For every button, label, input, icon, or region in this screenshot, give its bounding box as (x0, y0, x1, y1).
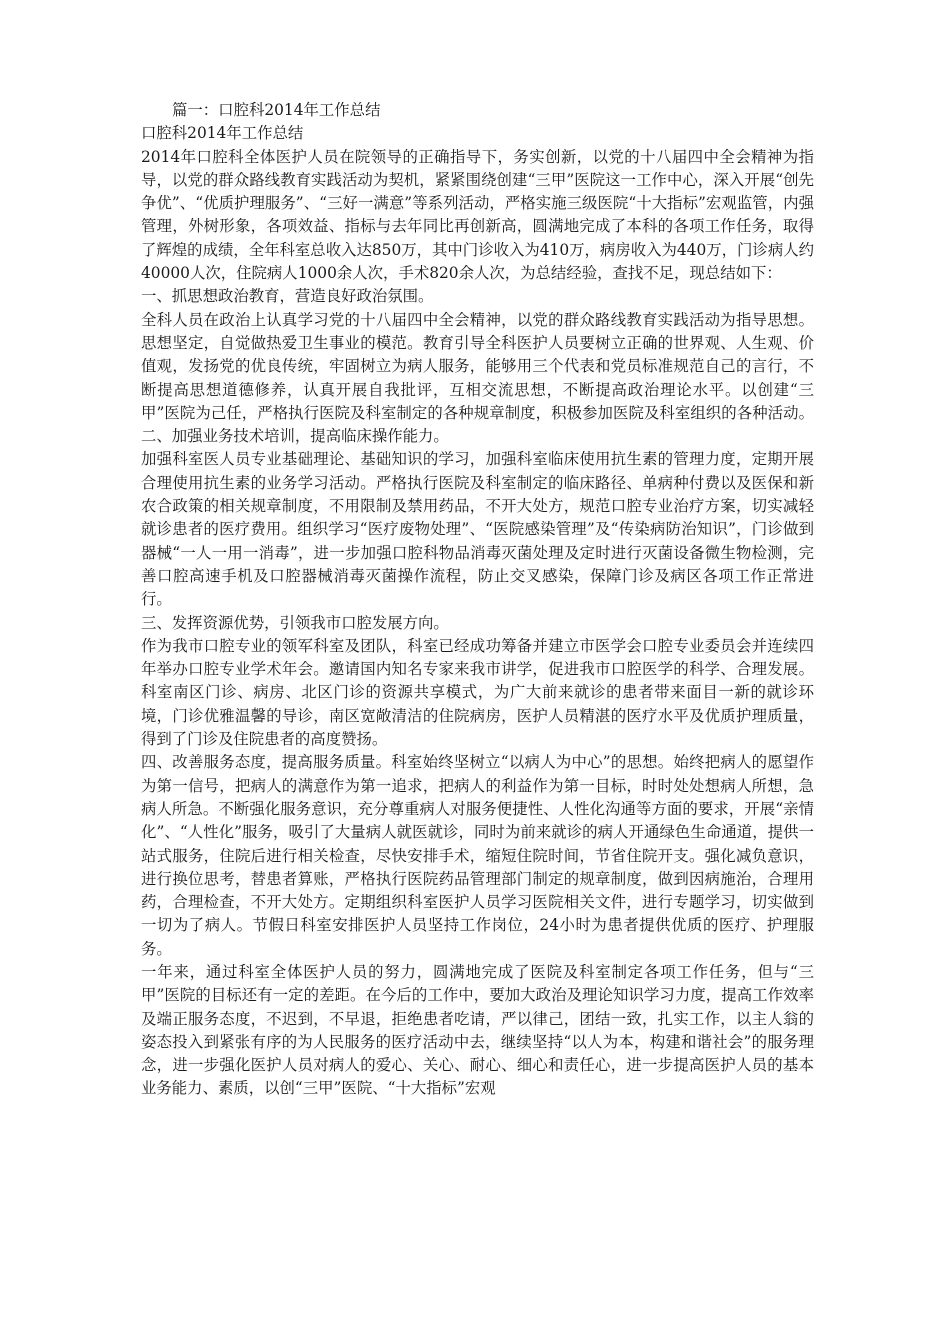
document-page (141, 99, 814, 1101)
paragraph-section-1: 全科人员在政治上认真学习党的十八届四中全会精神，以党的群众路线教育实践活动为指导思想。思想坚定，自觉做热爱卫生事业的模范。教育引导全科医护人员要树立正确的世界观、人生观、价值观，发扬党的优良传统，牢固树立为病人服务，能够用三个代表和党员标准规范自己的言行，不断提高思想道德修养，认真开展自我批评，互相交流思想，不断提高政治理论水平。以创建“三甲”医院为己任，严格执行医院及科室制定的各种规章制度，积极参加医院及科室组织的各种活动。二、加强业务技术培训，提高临床操作能力。 (141, 310, 814, 446)
paragraph-section-2: 加强科室医人员专业基础理论、基础知识的学习，加强科室临床使用抗生素的管理力度，定期开展合理使用抗生素的业务学习活动。严格执行医院及科室制定的临床路径、单病种付费以及医保和新农合政策的相关规章制度，不用限制及禁用药品，不开大处方，规范口腔专业治疗方案，切实减轻就诊患者的医疗费用。组织学习“医疗废物处理”、“医院感染管理”及“传染病防治知识”，门诊做到器械“一人一用一消毒”，进一步加强口腔科物品消毒灭菌处理及定时进行灭菌设备微生物检测，完善口腔高速手机及口腔器械消毒灭菌操作流程，防止交叉感染，保障门诊及病区各项工作正常进行。 (141, 450, 814, 609)
paragraph-conclusion: 一年来，通过科室全体医护人员的努力，圆满地完成了医院及科室制定各项工作任务，但与“三甲”医院的目标还有一定的差距。在今后的工作中，要加大政治及理论知识学习力度，提高工作效率及端正服务态度，不迟到，不早退，拒绝患者吃请，严以律己，团结一致，扎实工作，以主人翁的姿态投入到紧张有序的为人民服务的医疗活动中去，继续坚持“以人为本，构建和谐社会”的服务理念，进一步强化医护人员对病人的爱心、关心、耐心、细心和责任心，进一步提高医护人员的基本业务能力、素质，以创“三甲”医院、“十大指标”宏观 (141, 962, 814, 1098)
document-title: 篇一：口腔科2014年工作总结 (172, 101, 381, 119)
paragraph-section-3: 作为我市口腔专业的领军科室及团队，科室已经成功筹备并建立市医学会口腔专业委员会并连续四年举办口腔专业学术年会。邀请国内知名专家来我市讲学，促进我市口腔医学的科学、合理发展。科室南区门诊、病房、北区门诊的资源共享模式，为广大前来就诊的患者带来面目一新的就诊环境，门诊优雅温馨的导诊，南区宽敞清洁的住院病房，医护人员精湛的医疗水平及优质护理质量，得到了门诊及住院患者的高度赞扬。 (141, 636, 814, 749)
paragraph-section-4: 四、改善服务态度，提高服务质量。科室始终坚树立“以病人为中心”的思想。始终把病人的愿望作为第一信号，把病人的满意作为第一追求，把病人的利益作为第一目标，时时处处想病人所想，急病人所急。不断强化服务意识，充分尊重病人对服务便捷性、人性化沟通等方面的要求，开展“亲情化”、“人性化”服务，吸引了大量病人就医就诊，同时为前来就诊的病人开通绿色生命通道，提供一站式服务，住院后进行相关检查，尽快安排手术，缩短住院时间，节省住院开支。强化减负意识，进行换位思考，替患者算账，严格执行医院药品管理部门制定的规章制度，做到因病施治，合理用药，合理检查，不开大处方。定期组织科室医护人员学习医院相关文件，进行专题学习，切实做到一切为了病人。节假日科室安排医护人员坚持工作岗位，24小时为患者提供优质的医疗、护理服务。 (141, 753, 814, 958)
section-heading-3: 三、发挥资源优势，引领我市口腔发展方向。 (141, 613, 449, 632)
document-subtitle: 口腔科2014年工作总结 (141, 124, 304, 143)
paragraph-intro: 2014年口腔科全体医护人员在院领导的正确指导下，务实创新，以党的十八届四中全会精神为指导，以党的群众路线教育实践活动为契机，紧紧围绕创建“三甲”医院这一工作中心，深入开展“创先争优”、“优质护理服务”、“三好一满意”等系列活动，严格实施三级医院“十大指标”宏观监管，内强管理，外树形象，各项效益、指标与去年同比再创新高，圆满地完成了本科的各项工作任务，取得了辉煌的成绩，全年科室总收入达850万，其中门诊收入为410万，病房收入为440万，门诊病人约40000人次，住院病人1000余人次，手术820余人次，为总结经验，查找不足，现总结如下： (141, 147, 814, 283)
section-heading-1: 一、抓思想政治教育，营造良好政治氛围。 (141, 287, 434, 306)
